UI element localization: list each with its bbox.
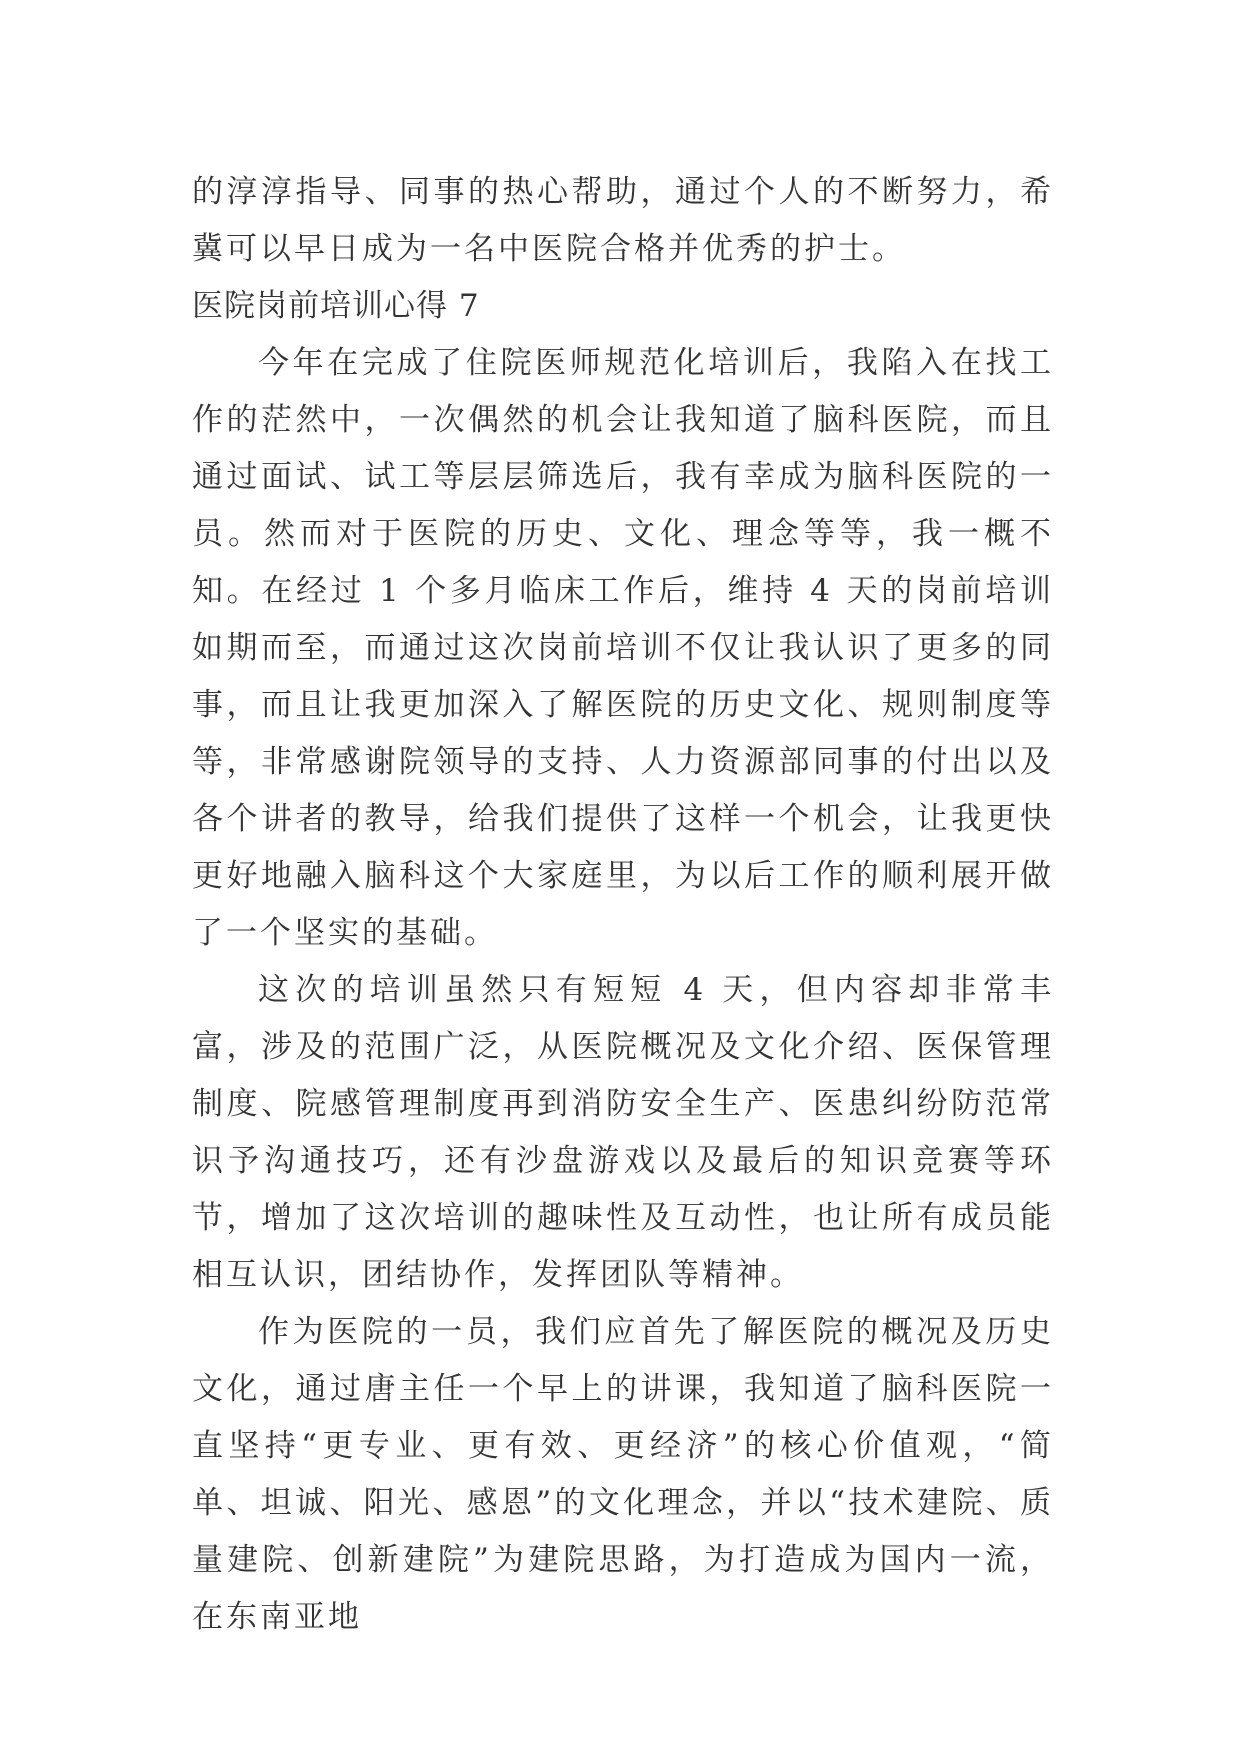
body-paragraph-2: 这次的培训虽然只有短短 4 天，但内容却非常丰富，涉及的范围广泛，从医院概况及文化介绍、医保管理制度、院感管理制度再到消防安全生产、医患纠纷防范常识予沟通技巧，还有沙盘游戏以及最后的知识竞赛等环节，增加了这次培训的趣味性及互动性，也让所有成员能相互认识，团结协作，发挥团队等精神。 <box>192 972 1054 1293</box>
continuation-paragraph: 的淳淳指导、同事的热心帮助，通过个人的不断努力，希冀可以早日成为一名中医院合格并优秀的护士。 <box>192 174 1054 267</box>
document-body <box>192 164 1054 1646</box>
body-paragraph-1: 今年在完成了住院医师规范化培训后，我陷入在找工作的茫然中，一次偶然的机会让我知道了脑科医院，而且通过面试、试工等层层筛选后，我有幸成为脑科医院的一员。然而对于医院的历史、文化、理念等等，我一概不知。在经过 1 个多月临床工作后，维持 4 天的岗前培训如期而至，而通过这次岗前培训不仅让我认识了更多的同事，而且让我更加深入了解医院的历史文化、规则制度等等，非常感谢院领导的支持、人力资源部同事的付出以及各个讲者的教导，给我们提供了这样一个机会，让我更快更好地融入脑科这个大家庭里，为以后工作的顺利展开做了一个坚实的基础。 <box>192 345 1054 951</box>
body-paragraph-3: 作为医院的一员，我们应首先了解医院的概况及历史文化，通过唐主任一个早上的讲课，我知道了脑科医院一直坚持“更专业、更有效、更经济”的核心价值观，“简单、坦诚、阳光、感恩”的文化理念，并以“技术建院、质量建院、创新建院”为建院思路，为打造成为国内一流，在东南亚地 <box>192 1314 1054 1635</box>
section-title: 医院岗前培训心得 7 <box>192 288 480 324</box>
